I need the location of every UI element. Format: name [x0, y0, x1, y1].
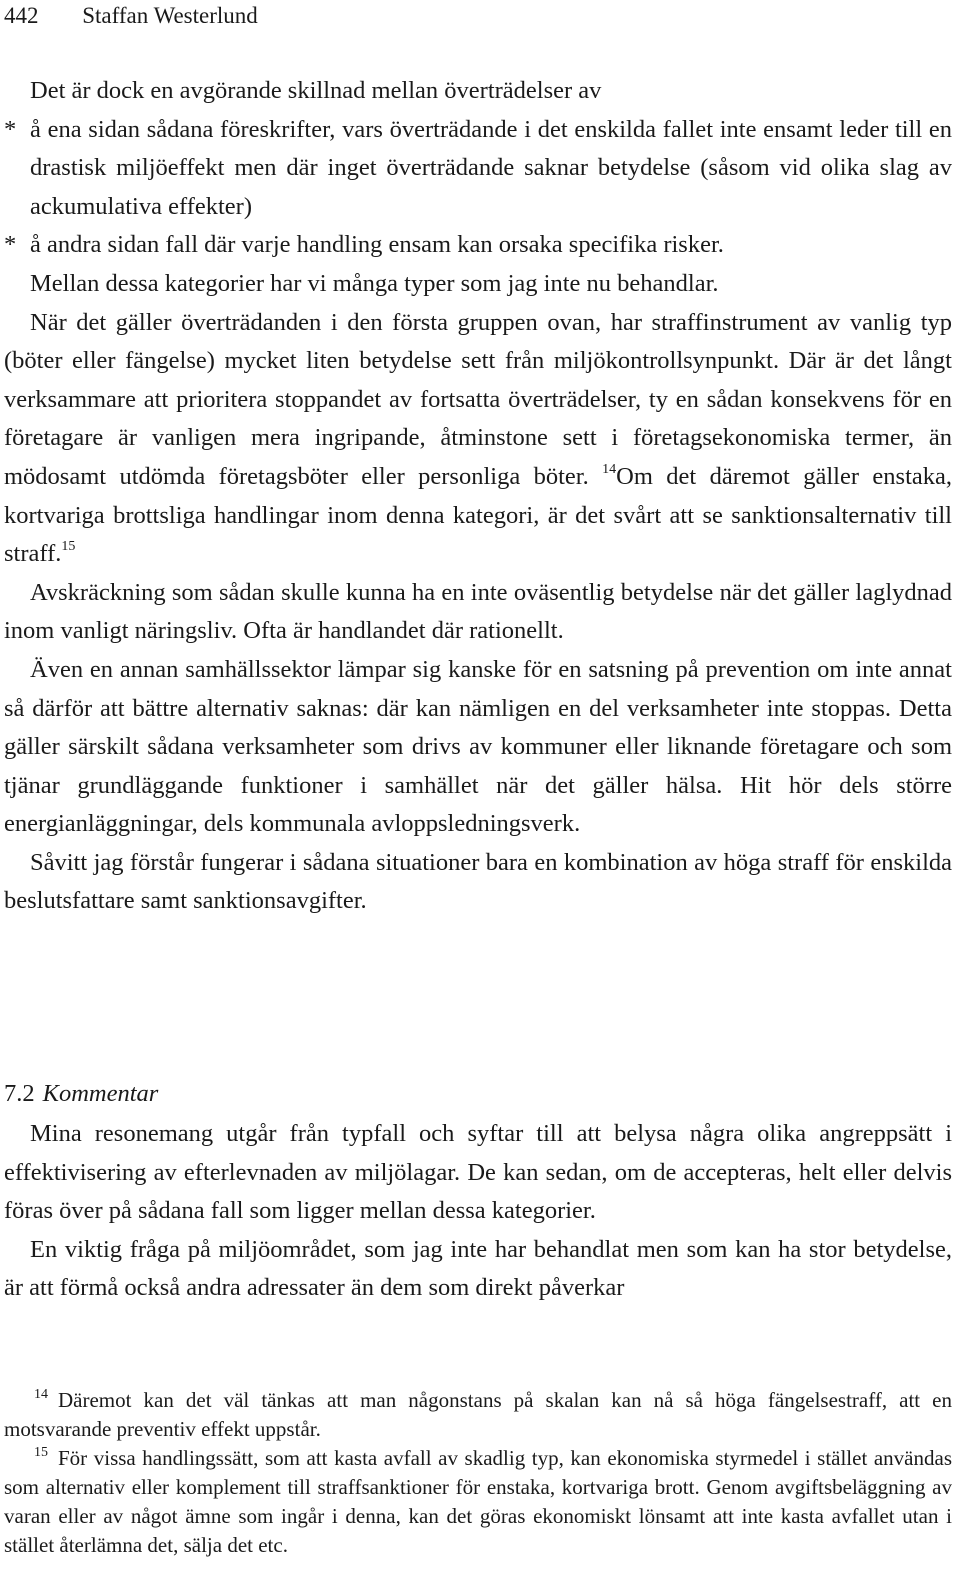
footnote-15 [4, 1444, 952, 1560]
footnote-mark: 14 [34, 1387, 48, 1402]
section-number: 7.2 [4, 1080, 35, 1107]
running-head: Staffan Westerlund [82, 3, 258, 28]
section-heading [4, 1078, 158, 1110]
section-paragraph-2: En viktig fråga på miljöområdet, som jag inte har behandlat men som kan ha stor betydelse, är att förmå också andra adressater än dem som direkt påverkar [4, 1235, 952, 1302]
section-paragraph-1: Mina resonemang utgår från typfall och syftar till att belysa några olika angreppsätt i effektivisering av efterlevnaden av miljölagar. De kan sedan, om de accepteras, helt eller delvis föras över på sådana fall som ligger mellan dessa kategorier. [4, 1120, 952, 1225]
page-number: 442 [4, 3, 39, 28]
bullet-text: å ena sidan sådana föreskrifter, vars överträdande i det enskilda fallet inte ensamt leder till en drastisk miljöeffekt men där inget överträdande saknar betydelse (såsom vid olika slag av ackumulativa effekter) [30, 115, 952, 220]
bullet-continuation: Mellan dessa kategorier har vi många typer som jag inte nu behandlar. [30, 269, 719, 297]
paragraph-5: Såvitt jag förstår fungerar i sådana situationer bara en kombination av höga straff för enskilda beslutsfattare samt sanktionsavgifter. [4, 848, 952, 915]
paragraph-text: Om det däremot gäller enstaka, kortvariga brottsliga handlingar inom denna kategori, är det svårt att se sanktionsalternativ till straff. [4, 462, 953, 568]
page-header [4, 2, 258, 30]
section-title: Kommentar [42, 1080, 159, 1107]
footnote-text: Däremot kan det väl tänkas att man någonstans på skalan kan nå så höga fängelsestraff, att en motsvarande preventiv effekt uppstår. [4, 1388, 952, 1441]
bullet-mark: * [4, 115, 17, 143]
paragraph-4: Även en annan samhällssektor lämpar sig kanske för en satsning på prevention om inte annat så därför att bättre alternativ saknas: där kan nämligen en del verksamheter inte stoppas. Detta gäller särskilt sådana verksamheter som drivs av kommuner eller liknande företagare och som tjänar grundläggande funktioner i samhället när det gäller hälsa. Hit hör dels större energianläggningar, dels kommunala avloppsledningsverk. [4, 655, 952, 838]
footnote-mark: 15 [34, 1445, 48, 1460]
body-text [4, 72, 952, 921]
footnote-ref-14[interactable]: 14 [602, 461, 617, 477]
footnotes [4, 1386, 952, 1560]
paragraph-3: Avskräckning som sådan skulle kunna ha en inte oväsentlig betydelse när det gäller laglydnad inom vanligt näringsliv. Ofta är handlandet där rationellt. [4, 578, 952, 645]
footnote-ref-15[interactable]: 15 [61, 539, 76, 555]
paragraph-text: När det gäller överträdanden i den första gruppen ovan, har straffinstrument av vanlig typ (böter eller fängelse) mycket liten betydelse sett från miljökontrollsynpunkt. Där är det långt verksammare att prioritera stoppandet av fortsatta överträdelser, ty en sådan konsekvens för en företagare är vanligen mera ingripande, åtminstone sett i företagsekonomiska termer, än mödosamt utdömda företagsböter eller personliga böter. [4, 308, 952, 490]
bullet-item-1 [4, 111, 952, 227]
footnote-text: För vissa handlingssätt, som att kasta avfall av skadlig typ, kan ekonomiska styrmedel i stället användas som alternativ eller komplement till straffsanktioner för enstaka, kortvariga brott. Genom avgiftsbeläggning av varan eller av något ämne som ingår i denna, kan det göras ekonomiskt lönsamt att inte kasta avfallet utan i stället återlämna det, sälja det etc. [4, 1446, 952, 1557]
section-body [4, 1115, 952, 1308]
bullet-mark: * [4, 231, 17, 259]
paragraph-2 [4, 304, 952, 574]
bullet-text: å andra sidan fall där varje handling ensam kan orsaka specifika risker. [30, 231, 724, 259]
bullet-item-2 [4, 226, 952, 265]
paragraph-intro: Det är dock en avgörande skillnad mellan överträdelser av [30, 77, 602, 104]
footnote-14 [4, 1386, 952, 1444]
